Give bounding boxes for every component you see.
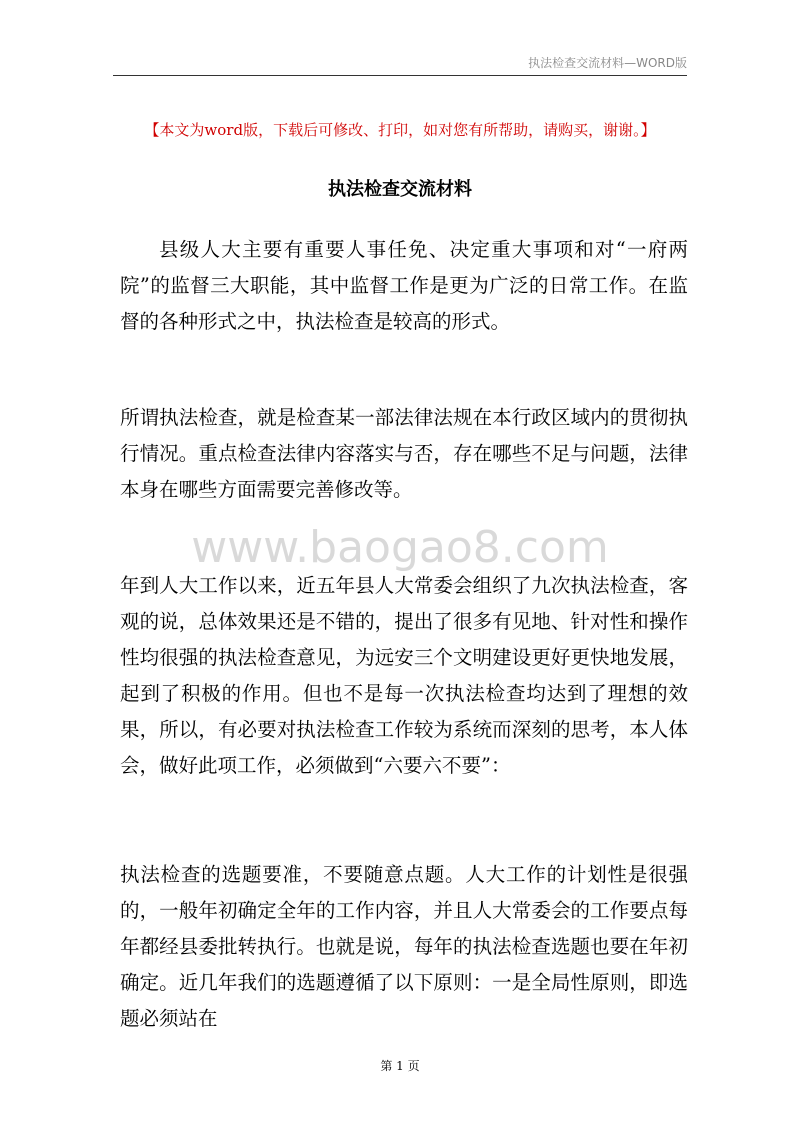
header-divider [113,75,687,76]
page-number: 第 1 页 [380,1059,420,1073]
paragraph-4: 执法检查的选题要准，不要随意点题。人大工作的计划性是很强的，一般年初确定全年的工作内容，并且人大常委会的工作要点每年都经县委批转执行。也就是说，每年的执法检查选题也要在年初确定。近几年我们的选题遵循了以下原则：一是全局性原则，即选题必须站在 [120,863,688,1030]
running-header: 执法检查交流材料—WORD版 [528,56,687,70]
paragraph-1: 县级人大主要有重要人事任免、决定重大事项和对“一府两院”的监督三大职能，其中监督工作是更为广泛的日常工作。在监督的各种形式之中，执法检查是较高的形式。 [120,238,688,333]
paragraph-2: 所谓执法检查，就是检查某一部法律法规在本行政区域内的贯彻执行情况。重点检查法律内容落实与否，存在哪些不足与问题，法律本身在哪些方面需要完善修改等。 [120,406,688,501]
watermark-text: www.baogao8.com [191,522,609,573]
paragraph-3: 年到人大工作以来，近五年县人大常委会组织了九次执法检查，客观的说，总体效果还是不错的，提出了很多有见地、针对性和操作性均很强的执法检查意见，为远安三个文明建设更好更快地发展，起到了积极的作用。但也不是每一次执法检查均达到了理想的效果，所以，有必要对执法检查工作较为系统而深刻的思考，本人体会，做好此项工作，必须做到“六要六不要”： [120,574,688,777]
purchase-notice: 【本文为word版，下载后可修改、打印，如对您有所帮助，请购买，谢谢。】 [144,121,656,139]
document-title: 执法检查交流材料 [328,179,472,200]
